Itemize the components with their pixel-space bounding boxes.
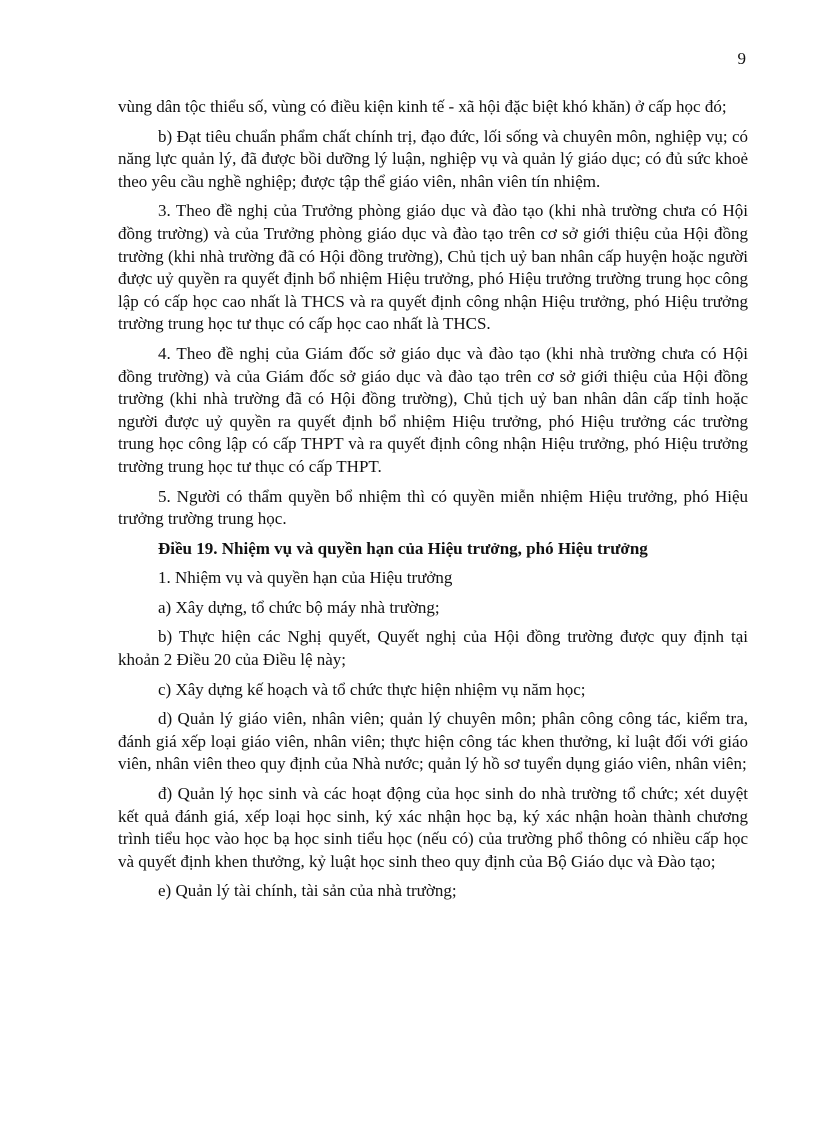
page-number: 9 [737, 49, 746, 68]
document-body [118, 96, 748, 910]
paragraph-clause-4: 4. Theo đề nghị của Giám đốc sở giáo dục và đào tạo (khi nhà trường chưa có Hội đồng trường) và của Giám đốc sở giáo dục và đào tạo trên cơ sở giới thiệu của Hội đồng trường (khi nhà trường đã có Hội đồng trường), Chủ tịch uỷ ban nhân dân cấp tỉnh hoặc người được uỷ quyền ra quyết định bổ nhiệm Hiệu trưởng, phó Hiệu trưởng các trường trung học công lập có cấp THPT và ra quyết định công nhận Hiệu trưởng, phó Hiệu trưởng trường trung học tư thục có cấp THPT. [118, 343, 748, 476]
paragraph-item-e: e) Quản lý tài chính, tài sản của nhà trường; [158, 881, 457, 901]
paragraph-item-c: c) Xây dựng kế hoạch và tổ chức thực hiện nhiệm vụ năm học; [158, 679, 586, 699]
paragraph-clause-3: 3. Theo đề nghị của Trưởng phòng giáo dục và đào tạo (khi nhà trường chưa có Hội đồng trường) và của Trưởng phòng giáo dục và đào tạo trên cơ sở giới thiệu của Hội đồng trường (khi nhà trường đã có Hội đồng trường), Chủ tịch uỷ ban nhân cấp huyện hoặc người được uỷ quyền ra quyết định bổ nhiệm Hiệu trưởng, phó Hiệu trưởng trường trung học công lập có cấp học cao nhất là THCS và ra quyết định công nhận Hiệu trưởng, phó Hiệu trưởng trường trung học tư thục có cấp học cao nhất là THCS. [118, 201, 748, 334]
paragraph-continuation: vùng dân tộc thiểu số, vùng có điều kiện kinh tế - xã hội đặc biệt khó khăn) ở cấp học đó; [118, 97, 727, 116]
paragraph-item-b-criteria: b) Đạt tiêu chuẩn phẩm chất chính trị, đạo đức, lối sống và chuyên môn, nghiệp vụ; có năng lực quản lý, đã được bồi dưỡng lý luận, nghiệp vụ và quản lý giáo dục; có đủ sức khoẻ theo yêu cầu nghề nghiệp; được tập thể giáo viên, nhân viên tín nhiệm. [118, 126, 748, 191]
paragraph-clause-5: 5. Người có thẩm quyền bổ nhiệm thì có quyền miễn nhiệm Hiệu trưởng, phó Hiệu trưởng trường trung học. [118, 486, 748, 529]
article-19-heading: Điều 19. Nhiệm vụ và quyền hạn của Hiệu trưởng, phó Hiệu trưởng [158, 538, 648, 558]
paragraph-item-dd: đ) Quản lý học sinh và các hoạt động của học sinh do nhà trường tổ chức; xét duyệt kết quả đánh giá, xếp loại học sinh, ký xác nhận học bạ, ký xác nhận hoàn thành chương trình tiểu học vào học bạ học sinh tiểu học (nếu có) của trường phổ thông có nhiều cấp học và quyết định khen thưởng, kỷ luật học sinh theo quy định của Bộ Giáo dục và Đào tạo; [118, 784, 748, 871]
paragraph-item-b: b) Thực hiện các Nghị quyết, Quyết nghị của Hội đồng trường được quy định tại khoản 2 Điều 20 của Điều lệ này; [118, 627, 748, 670]
paragraph-duties-principal: 1. Nhiệm vụ và quyền hạn của Hiệu trưởng [158, 568, 453, 588]
paragraph-item-a: a) Xây dựng, tổ chức bộ máy nhà trường; [158, 597, 440, 617]
paragraph-item-d: d) Quản lý giáo viên, nhân viên; quản lý chuyên môn; phân công công tác, kiểm tra, đánh giá xếp loại giáo viên, nhân viên; thực hiện công tác khen thưởng, kỉ luật đối với giáo viên, nhân viên theo quy định của Nhà nước; quản lý hồ sơ tuyển dụng giáo viên, nhân viên; [118, 709, 748, 774]
